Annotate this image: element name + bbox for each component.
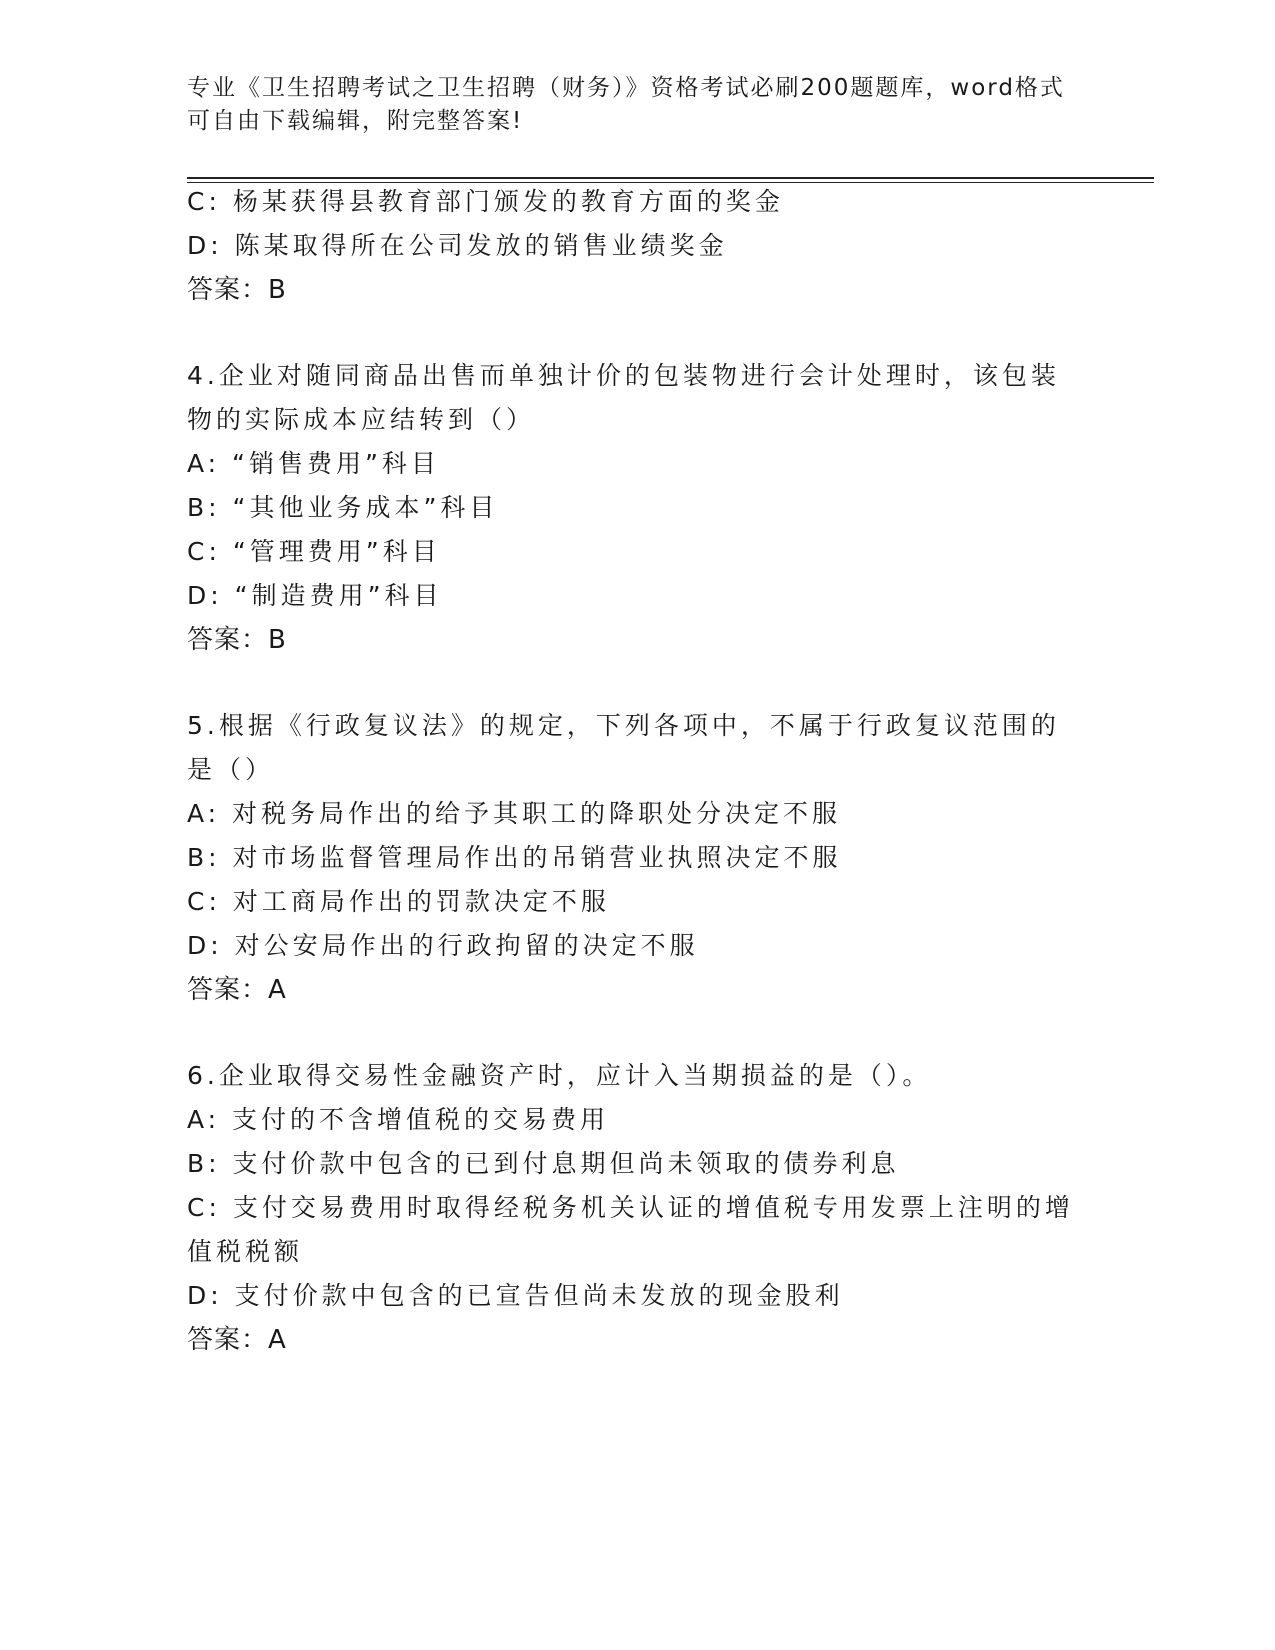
q6-option-c-line-2: 值税税额: [187, 1237, 304, 1266]
q6-answer: 答案：A: [187, 1325, 287, 1355]
q4-stem-line-2: 物的实际成本应结转到（）: [187, 405, 536, 434]
q4-option-a: A: “销售费用”科目: [187, 449, 440, 478]
q5-option-c: C: 对工商局作出的罚款决定不服: [187, 887, 610, 916]
q6-option-d: D: 支付价款中包含的已宣告但尚未发放的现金股利: [187, 1281, 844, 1310]
q5-option-d: D: 对公安局作出的行政拘留的决定不服: [187, 931, 699, 960]
q6-option-b: B: 支付价款中包含的已到付息期但尚未领取的债券利息: [187, 1149, 900, 1178]
q4-option-d: D: “制造费用”科目: [187, 581, 443, 610]
header-title-line-2: 可自由下载编辑，附完整答案!: [187, 108, 524, 134]
header-divider-thick: [187, 177, 1154, 179]
q4-option-b: B: “其他业务成本”科目: [187, 493, 499, 522]
q5-stem-line-1: 5.根据《行政复议法》的规定，下列各项中，不属于行政复议范围的: [187, 711, 1060, 740]
q5-answer: 答案：A: [187, 975, 287, 1005]
q4-stem-line-1: 4.企业对随同商品出售而单独计价的包装物进行会计处理时，该包装: [187, 361, 1060, 390]
q3-option-d: D: 陈某取得所在公司发放的销售业绩奖金: [187, 231, 728, 260]
q5-stem-line-2: 是（）: [187, 755, 275, 784]
header-divider-thin: [187, 182, 1154, 183]
q3-answer: 答案：B: [187, 275, 287, 305]
q4-answer: 答案：B: [187, 625, 287, 655]
header-title-line-1: 专业《卫生招聘考试之卫生招聘（财务）》资格考试必刷200题题库，word格式: [187, 75, 1065, 101]
document-header: [187, 72, 1067, 138]
q5-option-a: A: 对税务局作出的给予其职工的降职处分决定不服: [187, 799, 842, 828]
q6-stem-line-1: 6.企业取得交易性金融资产时，应计入当期损益的是（）。: [187, 1061, 932, 1090]
q3-option-c: C: 杨某获得县教育部门颁发的教育方面的奖金: [187, 187, 784, 216]
q5-option-b: B: 对市场监督管理局作出的吊销营业执照决定不服: [187, 843, 842, 872]
q4-option-c: C: “管理费用”科目: [187, 537, 441, 566]
q6-option-a: A: 支付的不含增值税的交易费用: [187, 1105, 610, 1134]
q6-option-c-line-1: C: 支付交易费用时取得经税务机关认证的增值税专用发票上注明的增: [187, 1193, 1074, 1222]
